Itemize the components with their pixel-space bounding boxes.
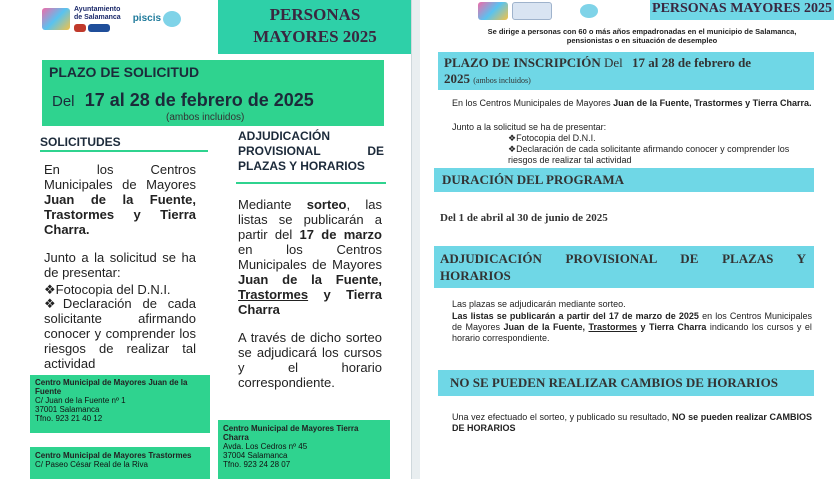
- right-brochure-page: [420, 0, 834, 479]
- adjudicacion-heading-right: [440, 250, 806, 284]
- adj-p2d: Trastormes: [588, 322, 638, 332]
- solicitudes-item2: ❖Declaración de cada solicitante afirmando conocer y comprender los riesgos de realizar tal actividad: [44, 296, 196, 371]
- inscripcion-label: PLAZO DE INSCRIPCIÓN: [444, 55, 601, 70]
- center-name: Centro Municipal de Mayores Juan de la Fuente: [35, 378, 188, 396]
- adj-heading-l1: ADJUDICACIÓN PROVISIONAL DE PLAZAS Y: [440, 251, 806, 266]
- intro-line2: pensionistas o en situación de desempleo: [566, 36, 718, 45]
- center-card-juan-de-la-fuente: [30, 375, 210, 433]
- fish-icon: [580, 4, 598, 18]
- adj-p1g: Trastormes: [238, 287, 309, 302]
- inscripcion-note: (ambos incluidos): [473, 76, 531, 85]
- adj-p1d: 17 de marzo: [299, 227, 382, 242]
- solicitudes-heading: SOLICITUDES: [40, 135, 121, 149]
- adjudicacion-p1: [238, 197, 382, 317]
- adj-p1h: y Tierra Charra: [238, 287, 382, 317]
- adj-p1-right: Las plazas se adjudicarán mediante sorteo.: [452, 299, 626, 309]
- ministry-icon: [88, 24, 110, 32]
- plazo-prefix: Del: [52, 93, 75, 110]
- title-line1: PERSONAS: [269, 5, 361, 24]
- adj-p2b: en los Centros Municipales de Mayores: [452, 311, 812, 332]
- adj-heading-l1: ADJUDICACIÓN: [238, 129, 331, 143]
- adjudicacion-rule: [236, 182, 386, 184]
- right-junto: Junto a la solicitud se ha de presentar:: [452, 122, 607, 132]
- cambios-p1: Una vez efectuado el sorteo, y publicado su resultado,: [452, 412, 670, 422]
- center-address: C/ Paseo César Real de la Riva: [35, 460, 148, 469]
- cambios-heading: NO SE PUEDEN REALIZAR CAMBIOS DE HORARIOS: [450, 375, 778, 390]
- center-name: Centro Municipal de Mayores Tierra Charra: [223, 424, 359, 442]
- adjudicacion-heading: [238, 129, 384, 174]
- inscripcion-prefix: Del: [604, 55, 623, 70]
- cambios-text: [452, 412, 812, 434]
- ayuntamiento-logo: [42, 6, 181, 32]
- cambios-bold2: realizar CAMBIOS DE HORARIOS: [452, 412, 812, 433]
- center-city: 37001 Salamanca: [35, 405, 100, 414]
- inscripcion-year: 2025: [444, 71, 470, 86]
- solicitudes-p2: Junto a la solicitud se ha de presentar:: [44, 250, 196, 280]
- adj-p1e: en los Centros Municipales de Mayores: [238, 242, 382, 272]
- center-name: Centro Municipal de Mayores Trastormes: [35, 451, 192, 460]
- adj-p2c: Juan de la Fuente,: [503, 322, 586, 332]
- solicitudes-p1: [44, 162, 196, 237]
- center-city: 37004 Salamanca: [223, 451, 288, 460]
- solicitudes-p1-bold: Juan de la Fuente, Trastormes y Tierra Charra.: [44, 192, 196, 237]
- inscripcion-text: [444, 55, 812, 89]
- adj-p2a: Las listas se publicarán a partir del 17 de marzo de 2025: [452, 311, 699, 321]
- title-line2: MAYORES 2025: [253, 27, 377, 46]
- right-item1: ❖Fotocopia del D.N.I.: [508, 133, 596, 143]
- center-address: Avda. Los Cedros nº 45: [223, 442, 308, 451]
- inscripcion-dates: 17 al 28 de febrero de: [632, 55, 752, 70]
- left-brochure-page: [0, 0, 412, 479]
- plazo-title: PLAZO DE SOLICITUD: [49, 64, 200, 80]
- ministry-logo-icon: [512, 2, 552, 20]
- right-centros-text: [452, 98, 812, 109]
- flag-icon: [74, 24, 86, 32]
- solicitudes-p1-text: En los Centros Municipales de Mayores: [44, 162, 196, 192]
- adj-heading-l2: HORARIOS: [440, 268, 511, 283]
- logo-line2: de Salamanca: [74, 14, 121, 21]
- fish-icon: [163, 11, 181, 27]
- duracion-heading: DURACIÓN DEL PROGRAMA: [442, 172, 624, 187]
- adj-p1f: Juan de la Fuente,: [238, 272, 382, 287]
- adj-p2-right: [452, 311, 812, 344]
- logo-line1: Ayuntamiento: [74, 6, 121, 13]
- cambios-bold1: NO se pueden: [672, 412, 733, 422]
- centros-text: En los Centros Municipales de Mayores: [452, 98, 611, 108]
- page-gutter: [412, 0, 420, 479]
- adj-p2f: indicando los cursos y el horario correspondiente.: [452, 322, 812, 343]
- adj-p1b: sorteo: [306, 197, 347, 212]
- right-item2: ❖Declaración de cada solicitante afirmando conocer y comprender los riesgos de realizar tal actividad: [508, 144, 790, 165]
- adj-heading-l2: PROVISIONAL DE: [238, 144, 384, 158]
- page-title: [218, 4, 412, 48]
- adjudicacion-p2: A través de dicho sorteo se adjudicará los cursos y el horario correspondiente.: [238, 330, 382, 390]
- center-phone: Tfno. 923 21 40 12: [35, 414, 103, 423]
- adj-p1a: Mediante: [238, 197, 292, 212]
- solicitudes-item1: ❖Fotocopia del D.N.I.: [44, 282, 171, 297]
- centros-bold: Juan de la Fuente, Trastormes y Tierra Charra.: [613, 98, 812, 108]
- center-phone: Tfno. 923 24 28 07: [223, 460, 291, 469]
- right-page-title: PERSONAS MAYORES 2025: [652, 1, 832, 16]
- colorful-logo-icon: [42, 8, 70, 30]
- plazo-dates-line: [52, 90, 314, 111]
- duracion-text: Del 1 de abril al 30 de junio de 2025: [440, 212, 608, 224]
- plazo-note: (ambos incluidos): [166, 112, 245, 123]
- intro-line1: Se dirige a personas con 60 o más años empadronadas en el municipio de Salamanca,: [487, 27, 797, 36]
- adj-heading-l3: PLAZAS Y HORARIOS: [238, 159, 365, 173]
- colorful-logo-icon: [478, 2, 508, 20]
- center-card-trastormes: [30, 447, 210, 479]
- plazo-dates: 17 al 28 de febrero de 2025: [84, 90, 314, 110]
- center-address: C/ Juan de la Fuente nº 1: [35, 396, 126, 405]
- center-card-tierra-charra: [218, 420, 390, 479]
- piscis-logo-text: piscis: [132, 13, 162, 24]
- right-logos: [478, 2, 598, 20]
- target-audience: [452, 27, 832, 45]
- adj-p1c: , las listas se publicarán a partir del: [238, 197, 382, 242]
- solicitudes-rule: [40, 150, 208, 152]
- adj-p2e: y Tierra Charra: [640, 322, 707, 332]
